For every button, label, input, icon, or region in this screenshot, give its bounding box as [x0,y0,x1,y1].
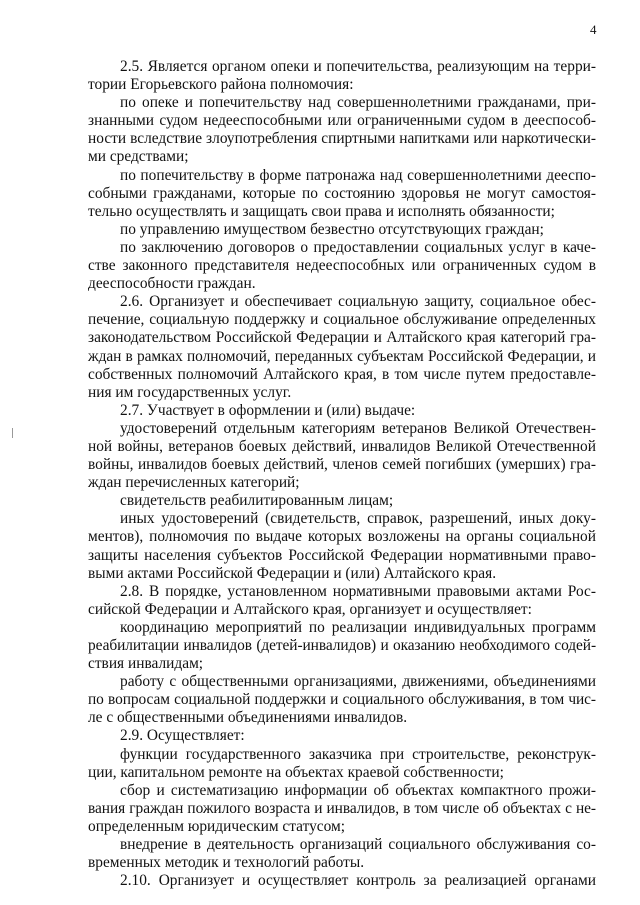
text-line: ции, капитальном ремонте на объектах краевой собственности; [88,763,504,781]
text-line: знанными судом недееспособными или ограниченными судом в дееспособ- [88,112,596,130]
text-line: 2.9. Осуществляет: [120,727,245,745]
text-line: иных удостоверений (свидетельств, справок, разрешений, иных доку- [120,510,596,528]
text-line: по вопросам социальной поддержки и социального обслуживания, в том чис- [88,691,596,709]
text-line: ствия инвалидам; [88,655,204,673]
text-line: ле с общественными объединениями инвалидов. [88,709,408,727]
text-line: 2.6. Организует и обеспечивает социальную защиту, социальное обес- [120,293,596,311]
text-line: стве законного представителя недееспособных или ограниченных судом в [88,257,596,275]
text-line: работу с общественными организациями, движениями, объединениями [120,673,596,691]
text-line: удостоверений отдельным категориям ветеранов Великой Отечествен- [120,419,596,437]
text-line: защиты населения субъектов Российской Федерации нормативными право- [88,546,596,564]
text-line: определенным юридическим статусом; [88,817,346,835]
text-line: дееспособности граждан. [88,275,256,293]
page-number: 4 [590,22,597,37]
text-line: свидетельств реабилитированным лицам; [120,492,394,510]
text-line: 2.8. В порядке, установленном нормативными правовыми актами Рос- [120,582,596,600]
text-line: ми средствами; [88,148,189,166]
text-line: сбор и систематизацию информации об объектах компактного прожи- [120,781,596,799]
text-line: ности вследствие злоупотребления спиртными напитками или наркотически- [88,130,596,148]
text-line: вания граждан пожилого возраста и инвалидов, в том числе об объектах с не- [88,799,596,817]
text-line: по опеке и попечительству над совершеннолетними гражданами, при- [120,94,596,112]
text-line: законодательством Российской Федерации и Алтайского края категорий гра- [88,329,596,347]
text-line: тельно осуществлять и защищать свои права и исполнять обязанности; [88,202,555,220]
text-line: временных методик и технологий работы. [88,854,365,872]
text-line: 2.10. Организует и осуществляет контроль за реализацией органами [120,872,596,890]
text-line: печение, социальную поддержку и социальное обслуживание определенных [88,311,596,329]
text-line: по попечительству в форме патронажа над совершеннолетними дееспо- [120,166,596,184]
text-line: выми актами Российской Федерации и (или) Алтайского края. [88,564,497,582]
text-line: тории Егорьевского района полномочия: [88,76,354,94]
text-line: координацию мероприятий по реализации индивидуальных программ [120,618,596,636]
text-line: ждан перечисленных категорий; [88,474,300,492]
text-line: 2.7. Участвует в оформлении и (или) выдаче: [120,401,416,419]
text-line: по заключению договоров о предоставлении социальных услуг в каче- [120,238,596,256]
text-line: по управлению имуществом безвестно отсутствующих граждан; [120,220,544,238]
text-line: функции государственного заказчика при строительстве, реконструк- [120,745,596,763]
text-line: сийской Федерации и Алтайского края, организует и осуществляет: [88,600,532,618]
text-line: ментов), полномочия по выдаче которых возложены на органы социальной [88,528,596,546]
text-line: 2.5. Является органом опеки и попечительства, реализующим на терри- [120,58,596,75]
scan-mark [12,428,13,438]
text-line: собственных полномочий Алтайского края, в том числе путем предоставле- [88,365,596,383]
text-line: внедрение в деятельность организаций социального обслуживания со- [120,836,596,854]
text-line: собными гражданами, которые по состоянию здоровья не могут самостоя- [88,184,596,202]
text-line: войны, инвалидов боевых действий, членов семей погибших (умерших) гра- [88,456,596,474]
text-line: ной войны, ветеранов боевых действий, инвалидов Великой Отечественной [88,437,596,455]
text-line: ждан в рамках полномочий, переданных субъектам Российской Федерации, и [88,347,596,365]
body-text [88,58,596,890]
text-line: реабилитации инвалидов (детей-инвалидов) и оказанию необходимого содей- [88,637,596,654]
text-line: ния им государственных услуг. [88,383,292,401]
